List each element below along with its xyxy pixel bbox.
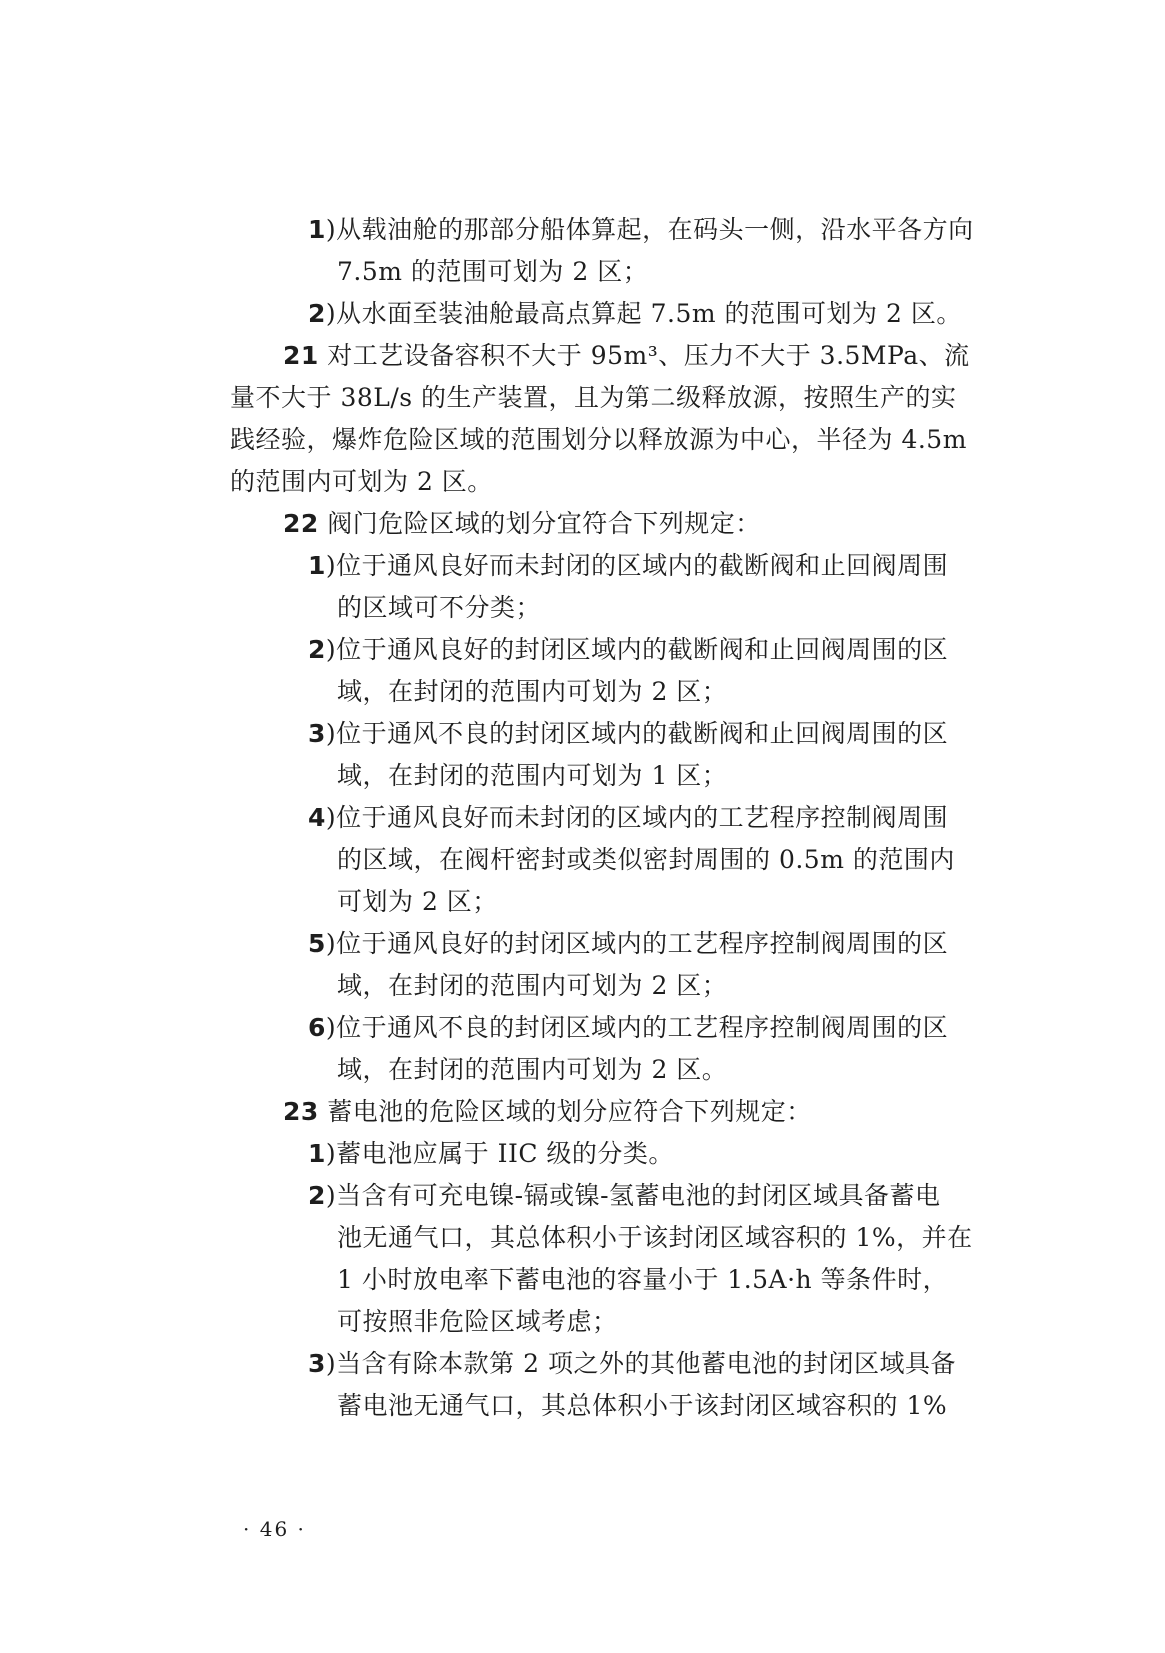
item-number: 6 — [308, 1013, 326, 1042]
item-number: 22 — [283, 509, 319, 538]
item-number: 1 — [308, 1139, 326, 1168]
line-text: 7.5m 的范围可划为 2 区； — [337, 257, 649, 286]
line-text: )位于通风不良的封闭区域内的截断阀和止回阀周围的区 — [325, 719, 949, 748]
text-line — [308, 635, 948, 665]
line-text: )位于通风不良的封闭区域内的工艺程序控制阀周围的区 — [325, 1013, 949, 1042]
item-number: 21 — [283, 341, 319, 370]
text-line — [283, 341, 970, 371]
text-line — [230, 425, 967, 455]
line-text: )从水面至装油舱最高点算起 7.5m 的范围可划为 2 区。 — [325, 299, 962, 328]
line-text: 量不大于 38L/s 的生产装置，且为第二级释放源，按照生产的实 — [230, 383, 957, 412]
text-line — [337, 1307, 618, 1337]
text-line — [308, 1349, 956, 1379]
text-line — [308, 299, 962, 329]
line-text: 域，在封闭的范围内可划为 2 区； — [337, 971, 728, 1000]
line-text: 可按照非危险区域考虑； — [337, 1307, 618, 1336]
line-text: 池无通气口，其总体积小于该封闭区域容积的 1%，并在 — [337, 1223, 973, 1252]
line-text: 域，在封闭的范围内可划为 2 区。 — [337, 1055, 728, 1084]
line-text: )位于通风良好的封闭区域内的工艺程序控制阀周围的区 — [325, 929, 949, 958]
line-text: 可划为 2 区； — [337, 887, 498, 916]
text-line — [308, 719, 948, 749]
text-line — [308, 551, 948, 581]
line-text: 的范围内可划为 2 区。 — [230, 467, 493, 496]
text-line — [337, 593, 541, 623]
line-text: )位于通风良好而未封闭的区域内的截断阀和止回阀周围 — [325, 551, 949, 580]
item-number: 2 — [308, 635, 326, 664]
item-number: 23 — [283, 1097, 319, 1126]
text-line — [337, 257, 648, 287]
item-number: 5 — [308, 929, 326, 958]
item-number: 3 — [308, 1349, 326, 1378]
text-line — [337, 1223, 973, 1253]
text-line — [337, 887, 498, 917]
text-line — [337, 1391, 947, 1421]
line-text: 阀门危险区域的划分宜符合下列规定： — [318, 509, 761, 538]
item-number: 3 — [308, 719, 326, 748]
text-line — [308, 215, 974, 245]
line-text: 的区域可不分类； — [337, 593, 542, 622]
line-text: 对工艺设备容积不大于 95m³、压力不大于 3.5MPa、流 — [318, 341, 970, 370]
item-number: 1 — [308, 551, 326, 580]
item-number: 1 — [308, 215, 326, 244]
text-line — [337, 761, 727, 791]
line-text: 蓄电池的危险区域的划分应符合下列规定： — [318, 1097, 812, 1126]
text-line — [230, 383, 957, 413]
line-text: )当含有可充电镍-镉或镍-氢蓄电池的封闭区域具备蓄电 — [325, 1181, 941, 1210]
text-line — [337, 677, 727, 707]
line-text: )当含有除本款第 2 项之外的其他蓄电池的封闭区域具备 — [325, 1349, 956, 1378]
line-text: 域，在封闭的范围内可划为 1 区； — [337, 761, 728, 790]
line-text: )蓄电池应属于 IIC 级的分类。 — [325, 1139, 674, 1168]
text-line — [308, 1139, 674, 1169]
item-number: 2 — [308, 1181, 326, 1210]
text-line — [283, 1097, 812, 1127]
text-line — [308, 1013, 948, 1043]
line-text: )位于通风良好的封闭区域内的截断阀和止回阀周围的区 — [325, 635, 949, 664]
text-line — [337, 845, 955, 875]
line-text: 蓄电池无通气口，其总体积小于该封闭区域容积的 1% — [337, 1391, 948, 1420]
page-number: · 46 · — [243, 1517, 306, 1541]
text-line — [337, 1055, 727, 1085]
item-number: 2 — [308, 299, 326, 328]
line-text: )位于通风良好而未封闭的区域内的工艺程序控制阀周围 — [325, 803, 949, 832]
line-text: 践经验，爆炸危险区域的范围划分以释放源为中心，半径为 4.5m — [230, 425, 967, 454]
text-line — [308, 1181, 941, 1211]
text-line — [230, 467, 493, 497]
text-line — [337, 1265, 948, 1295]
line-text: 1 小时放电率下蓄电池的容量小于 1.5A·h 等条件时， — [337, 1265, 949, 1294]
line-text: 的区域，在阀杆密封或类似密封周围的 0.5m 的范围内 — [337, 845, 955, 874]
text-line — [308, 803, 948, 833]
line-text: )从载油舱的那部分船体算起，在码头一侧，沿水平各方向 — [325, 215, 974, 244]
line-text: 域，在封闭的范围内可划为 2 区； — [337, 677, 728, 706]
text-line — [283, 509, 761, 539]
text-line — [308, 929, 948, 959]
item-number: 4 — [308, 803, 326, 832]
text-line — [337, 971, 727, 1001]
